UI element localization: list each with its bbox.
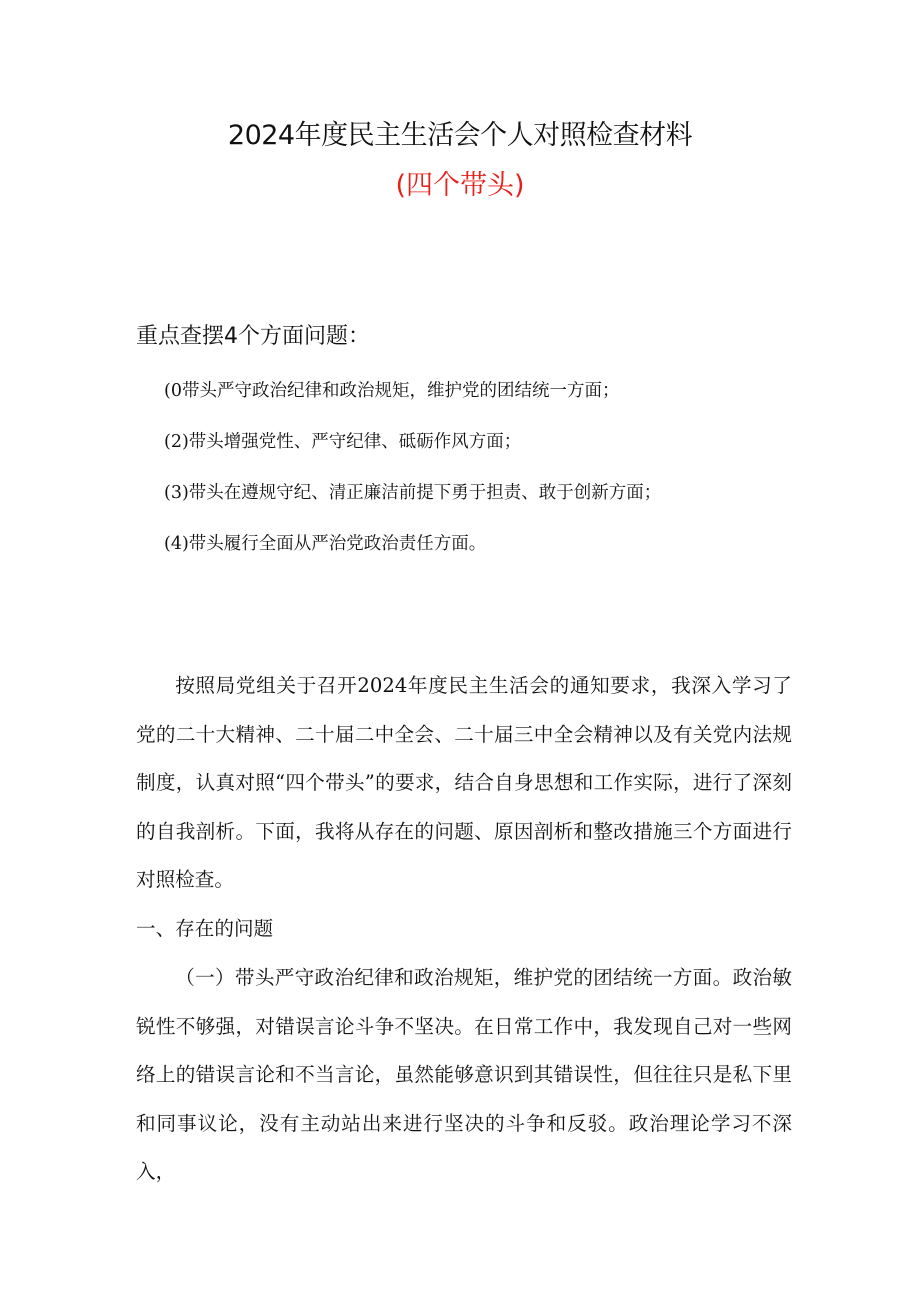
- focus-heading: 重点查摆4个方面问题：: [136, 324, 370, 349]
- document-subtitle: (四个带头): [395, 170, 525, 201]
- section-paragraph: （一）带头严守政治纪律和政治规矩，维护党的团结统一方面。政治敏锐性不够强，对错误言论斗争不坚决。在日常工作中，我发现自己对一些网络上的错误言论和不当言论，虽然能够意识到其错误性，但往往只是私下里和同事议论，没有主动站出来进行坚决的斗争和反驳。政治理论学习不深入，: [136, 966, 792, 1184]
- focus-item: (0带头严守政治纪律和政治规矩，维护党的团结统一方面；: [164, 381, 620, 401]
- focus-list: [164, 374, 661, 578]
- focus-item: (2)带头增强党性、严守纪律、砥砺作风方面；: [164, 432, 522, 452]
- focus-item: (3)带头在遵规守纪、清正廉洁前提下勇于担责、敢于创新方面；: [164, 483, 662, 503]
- section-one-paragraph-block: [136, 954, 792, 1197]
- document-title: 2024年度民主生活会个人对照检查材料: [227, 120, 693, 151]
- intro-paragraph: 按照局党组关于召开2024年度民主生活会的通知要求，我深入学习了党的二十大精神、二十届二中全会、二十届三中全会精神以及有关党内法规制度，认真对照“四个带头”的要求，结合自身思想和工作实际，进行了深刻的自我剖析。下面，我将从存在的问题、原因剖析和整改措施三个方面进行对照检查。: [136, 674, 792, 892]
- focus-item: (4)带头履行全面从严治党政治责任方面。: [164, 534, 487, 554]
- intro-paragraph-block: [136, 662, 792, 905]
- section-heading: 一、存在的问题: [136, 917, 274, 940]
- section-one-heading-block: [136, 905, 792, 954]
